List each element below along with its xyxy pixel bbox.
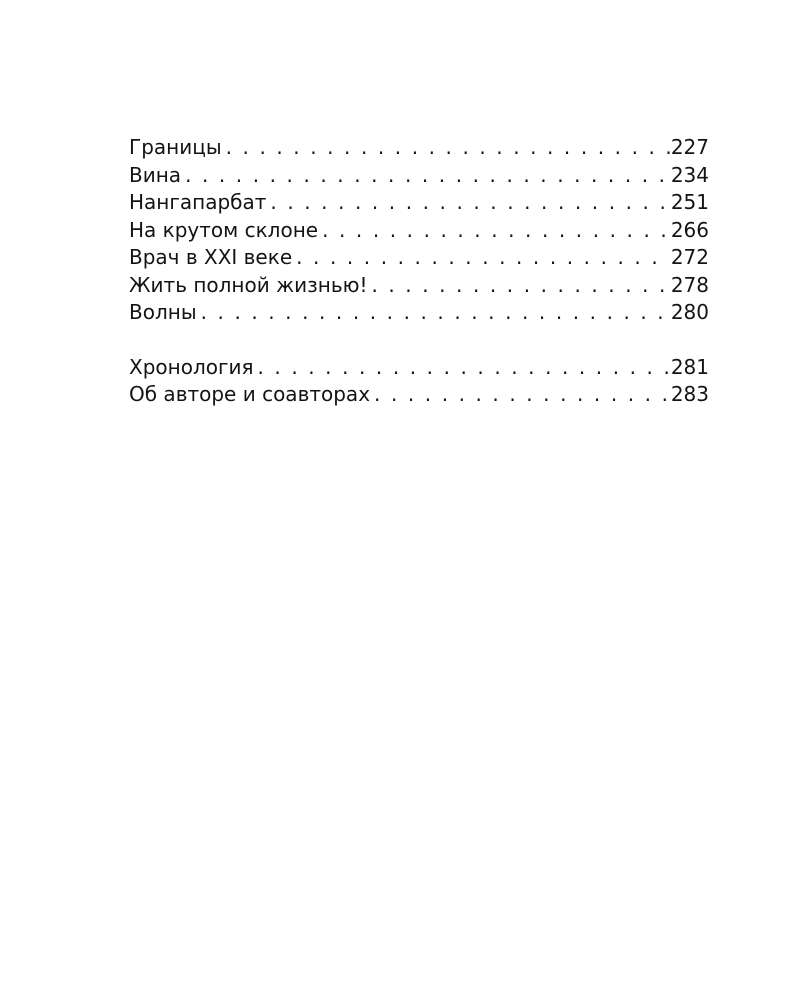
toc-entry-page: 266 (670, 217, 709, 242)
toc-entry (129, 272, 709, 300)
toc-entry-page: 251 (670, 190, 709, 214)
toc-dot-leader (371, 272, 669, 300)
toc-entry-title: Вина (129, 162, 182, 187)
toc-dot-leader (374, 381, 670, 409)
toc-entry (129, 217, 709, 245)
toc-entry-title: На крутом склоне (129, 217, 319, 242)
toc-entry (129, 299, 709, 327)
toc-entry (129, 162, 709, 190)
toc-entry-title: Врач в XXI веке (129, 245, 293, 269)
toc-entry-page: 234 (670, 162, 709, 187)
toc-entry (129, 354, 709, 382)
toc-entry-title: Волны (129, 300, 197, 324)
toc-entry-title: Жить полной жизнью! (129, 272, 368, 297)
toc-dot-leader (226, 134, 670, 162)
table-of-contents (129, 134, 709, 409)
toc-entry-title: Нангапарбат (129, 190, 267, 214)
toc-dot-leader (185, 162, 670, 190)
toc-entry-page: 281 (670, 354, 709, 379)
toc-entry-title: Хронология (129, 354, 254, 379)
toc-entry-title: Границы (129, 135, 222, 159)
toc-group-appendix (129, 354, 709, 409)
toc-dot-leader (201, 299, 670, 327)
toc-entry (129, 244, 709, 272)
toc-entry (129, 381, 709, 409)
toc-entry (129, 189, 709, 217)
toc-entry-page: 227 (670, 135, 709, 159)
toc-entry-title: Об авторе и соавторах (129, 382, 371, 406)
toc-entry-page: 280 (670, 300, 709, 324)
toc-entry-page: 278 (670, 272, 709, 297)
toc-entry (129, 134, 709, 162)
toc-entry-page: 283 (670, 382, 709, 406)
toc-entry-page: 272 (670, 245, 709, 269)
toc-group-chapters (129, 134, 709, 327)
toc-dot-leader (322, 217, 670, 245)
toc-dot-leader (258, 354, 670, 382)
toc-dot-leader (296, 244, 670, 272)
toc-dot-leader (270, 189, 669, 217)
